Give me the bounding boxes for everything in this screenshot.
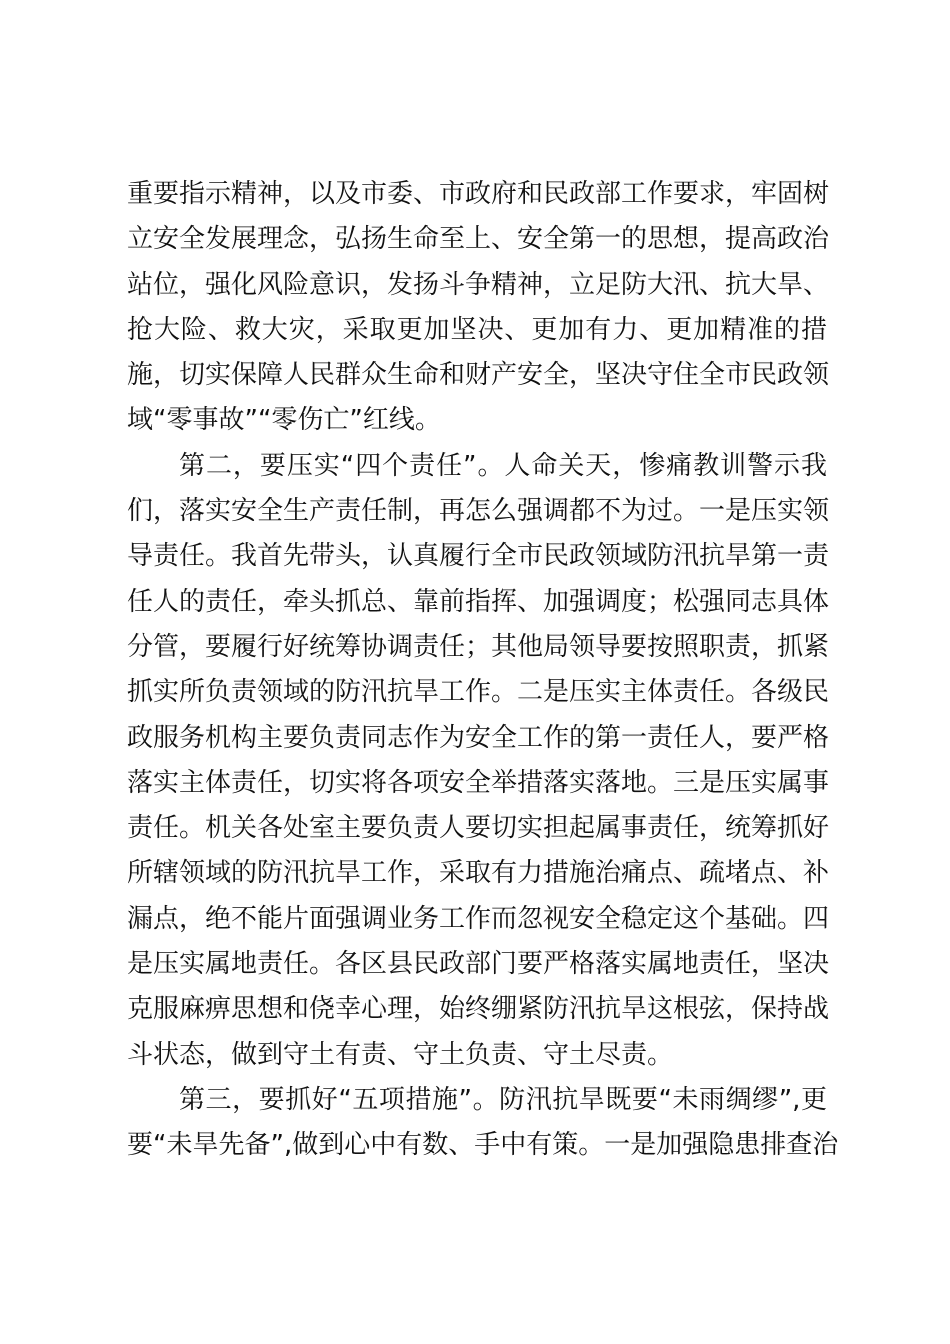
text-line: 域“零事故”“零伤亡”红线。 — [127, 405, 441, 436]
text-line: 重要指示精神，以及市委、市政府和民政部工作要求，牢固树 — [127, 179, 830, 209]
body-text — [127, 172, 839, 1169]
text-line: 施，切实保障人民群众生命和财产安全，坚决守住全市民政领 — [127, 360, 830, 391]
text-line: 落实主体责任，切实将各项安全举措落实落地。三是压实属事 — [127, 767, 830, 798]
text-line: 是压实属地责任。各区县民政部门要严格落实属地责任，坚决 — [127, 949, 830, 980]
text-line: 政服务机构主要负责同志作为安全工作的第一责任人，要严格 — [127, 722, 830, 753]
text-line: 所辖领域的防汛抗旱工作，采取有力措施治痛点、疏堵点、补 — [127, 858, 830, 889]
paragraph-start-line: 第三，要抓好“五项措施”。防汛抗旱既要“未雨绸缪”,更 — [179, 1084, 827, 1115]
text-line: 立安全发展理念，弘扬生命至上、安全第一的思想，提高政治 — [127, 224, 830, 255]
text-line: 抢大险、救大灾，采取更加坚决、更加有力、更加精准的措 — [127, 314, 827, 345]
text-line: 斗状态，做到守土有责、守土负责、守土尽责。 — [127, 1039, 674, 1070]
text-line: 任人的责任，牵头抓总、靠前指挥、加强调度；松强同志具体 — [127, 586, 830, 617]
text-line: 站位，强化风险意识，发扬斗争精神，立足防大汛、抗大旱、 — [127, 269, 830, 300]
text-line: 导责任。我首先带头，认真履行全市民政领域防汛抗旱第一责 — [127, 541, 830, 572]
text-line: 要“未旱先备”,做到心中有数、手中有策。一是加强隐患排查治 — [127, 1130, 839, 1161]
text-line: 漏点，绝不能片面强调业务工作而忽视安全稳定这个基础。四 — [127, 903, 830, 934]
text-line: 克服麻痹思想和侥幸心理，始终绷紧防汛抗旱这根弦，保持战 — [127, 994, 830, 1025]
paragraph-start-line: 第二，要压实“四个责任”。人命关天，惨痛教训警示我 — [179, 450, 827, 481]
text-line: 分管，要履行好统筹协调责任；其他局领导要按照职责，抓紧 — [127, 631, 830, 662]
text-line: 们，落实安全生产责任制，再怎么强调都不为过。一是压实领 — [127, 496, 830, 527]
text-line: 抓实所负责领域的防汛抗旱工作。二是压实主体责任。各级民 — [127, 677, 830, 708]
text-line: 责任。机关各处室主要负责人要切实担起属事责任，统筹抓好 — [127, 813, 830, 844]
